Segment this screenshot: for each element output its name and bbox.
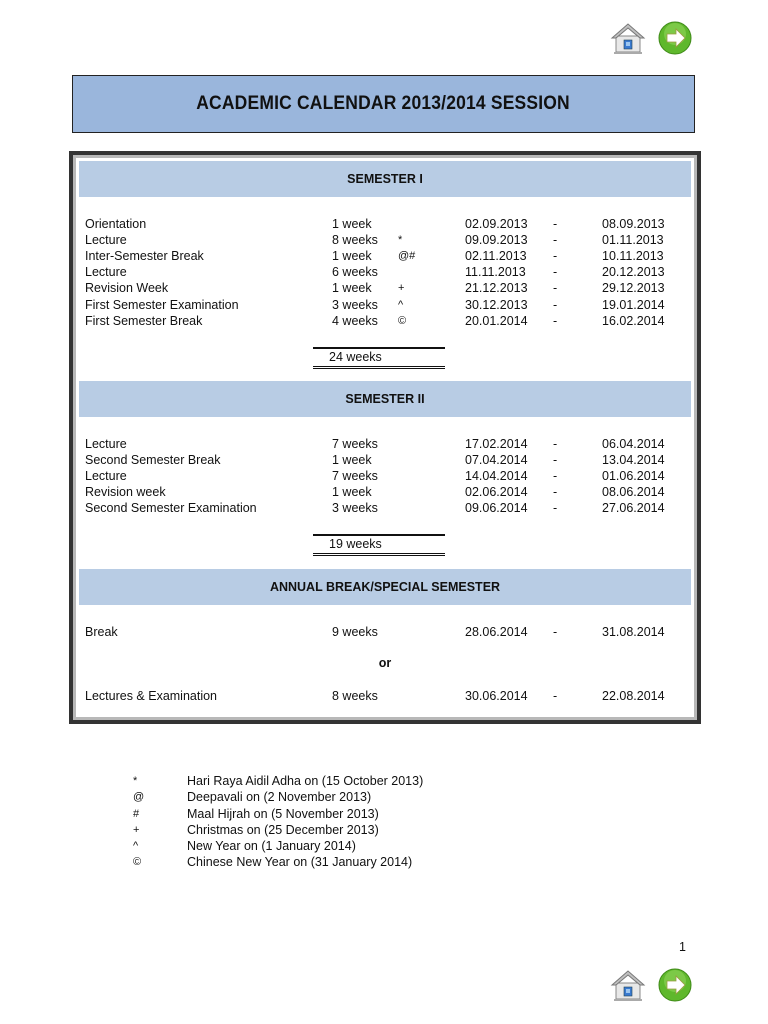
start-date-cell: 21.12.2013 bbox=[465, 281, 528, 296]
date-separator: - bbox=[553, 265, 558, 280]
next-arrow-icon[interactable] bbox=[658, 968, 692, 1002]
next-arrow-icon[interactable] bbox=[658, 21, 692, 55]
start-date-cell: 07.04.2014 bbox=[465, 453, 528, 468]
end-date-cell: 08.09.2013 bbox=[602, 217, 665, 231]
schedule-row bbox=[79, 264, 691, 280]
duration-cell: 3 weeks bbox=[332, 297, 378, 312]
duration-cell: 3 weeks bbox=[332, 501, 378, 516]
date-separator: - bbox=[553, 469, 558, 484]
duration-cell: 7 weeks bbox=[332, 437, 378, 451]
start-date-cell: 30.06.2014 bbox=[465, 689, 528, 703]
date-separator: - bbox=[553, 453, 558, 468]
legend-symbol: # bbox=[133, 807, 140, 820]
duration-cell: 8 weeks bbox=[332, 233, 378, 248]
start-date-cell: 14.04.2014 bbox=[465, 469, 528, 484]
legend-symbol: © bbox=[133, 856, 142, 869]
start-date-cell: 20.01.2014 bbox=[465, 313, 528, 328]
duration-cell: 1 week bbox=[332, 453, 372, 468]
start-date-cell: 02.11.2013 bbox=[465, 249, 527, 264]
legend-symbol: @ bbox=[133, 791, 145, 804]
end-date-cell: 01.11.2013 bbox=[602, 233, 664, 248]
duration-cell: 6 weeks bbox=[332, 265, 378, 280]
top-navigation bbox=[610, 20, 692, 56]
date-separator: - bbox=[553, 625, 558, 639]
schedule-row bbox=[79, 232, 691, 248]
end-date-cell: 22.08.2014 bbox=[602, 689, 665, 703]
start-date-cell: 02.09.2013 bbox=[465, 217, 528, 231]
page-number: 1 bbox=[679, 940, 686, 954]
schedule-row bbox=[79, 624, 691, 640]
legend-text: New Year on (1 January 2014) bbox=[187, 839, 356, 854]
date-separator: - bbox=[553, 437, 558, 451]
semester-2-heading: SEMESTER II bbox=[79, 381, 691, 417]
duration-cell: 4 weeks bbox=[332, 313, 378, 328]
legend-symbol: ^ bbox=[133, 840, 139, 853]
semester-2-total-label: 19 weeks bbox=[329, 537, 382, 551]
end-date-cell: 10.11.2013 bbox=[602, 249, 664, 264]
calendar-body bbox=[79, 161, 691, 714]
activity-cell: Inter-Semester Break bbox=[85, 249, 204, 264]
date-separator: - bbox=[553, 233, 558, 248]
holiday-mark-cell: © bbox=[398, 314, 407, 327]
schedule-row bbox=[79, 216, 691, 232]
end-date-cell: 27.06.2014 bbox=[602, 501, 665, 516]
legend-text: Hari Raya Aidil Adha on (15 October 2013) bbox=[187, 774, 424, 788]
activity-cell: Revision week bbox=[85, 485, 166, 500]
schedule-row bbox=[79, 436, 691, 452]
duration-cell: 1 week bbox=[332, 249, 372, 264]
page-title: ACADEMIC CALENDAR 2013/2014 SESSION bbox=[196, 93, 571, 114]
start-date-cell: 02.06.2014 bbox=[465, 485, 528, 500]
holiday-mark-cell: * bbox=[398, 234, 403, 247]
legend-text: Chinese New Year on (31 January 2014) bbox=[187, 855, 413, 870]
duration-cell: 1 week bbox=[332, 281, 372, 296]
end-date-cell: 16.02.2014 bbox=[602, 313, 665, 328]
start-date-cell: 09.09.2013 bbox=[465, 233, 528, 248]
activity-cell: Break bbox=[85, 625, 118, 639]
schedule-row bbox=[79, 468, 691, 484]
activity-cell: Second Semester Examination bbox=[85, 501, 257, 516]
semester-1-total bbox=[313, 347, 445, 369]
legend-item bbox=[130, 822, 530, 838]
schedule-row bbox=[79, 452, 691, 468]
duration-cell: 8 weeks bbox=[332, 689, 378, 703]
date-separator: - bbox=[553, 297, 558, 312]
annual-break-heading: ANNUAL BREAK/SPECIAL SEMESTER bbox=[79, 569, 691, 605]
end-date-cell: 08.06.2014 bbox=[602, 485, 665, 500]
duration-cell: 9 weeks bbox=[332, 625, 378, 639]
legend-text: Christmas on (25 December 2013) bbox=[187, 822, 379, 837]
start-date-cell: 28.06.2014 bbox=[465, 625, 528, 639]
schedule-row bbox=[79, 484, 691, 500]
activity-cell: Lecture bbox=[85, 437, 127, 451]
home-icon[interactable] bbox=[610, 967, 646, 1003]
activity-cell: First Semester Examination bbox=[85, 297, 239, 312]
calendar-table bbox=[69, 151, 701, 724]
duration-cell: 1 week bbox=[332, 485, 372, 500]
legend-item bbox=[130, 789, 530, 805]
home-icon[interactable] bbox=[610, 20, 646, 56]
bottom-navigation bbox=[610, 967, 692, 1003]
activity-cell: Lecture bbox=[85, 233, 127, 248]
date-separator: - bbox=[553, 281, 558, 296]
legend-text: Deepavali on (2 November 2013) bbox=[187, 790, 372, 805]
date-separator: - bbox=[553, 501, 558, 516]
activity-cell: Lectures & Examination bbox=[85, 689, 218, 703]
legend-item bbox=[130, 838, 530, 854]
schedule-row bbox=[79, 688, 691, 704]
activity-cell: Revision Week bbox=[85, 281, 169, 296]
schedule-row bbox=[79, 280, 691, 296]
end-date-cell: 31.08.2014 bbox=[602, 625, 665, 639]
legend-item bbox=[130, 773, 530, 789]
date-separator: - bbox=[553, 689, 558, 703]
end-date-cell: 20.12.2013 bbox=[602, 265, 665, 280]
end-date-cell: 29.12.2013 bbox=[602, 281, 665, 296]
date-separator: - bbox=[553, 485, 558, 500]
date-separator: - bbox=[553, 249, 558, 264]
duration-cell: 1 week bbox=[332, 217, 372, 231]
holiday-mark-cell: @# bbox=[398, 250, 416, 263]
date-separator: - bbox=[553, 217, 558, 231]
activity-cell: Orientation bbox=[85, 217, 147, 231]
semester-1-total-label: 24 weeks bbox=[329, 350, 382, 364]
legend-item bbox=[130, 806, 530, 822]
end-date-cell: 19.01.2014 bbox=[602, 297, 665, 312]
date-separator: - bbox=[553, 313, 558, 328]
schedule-row bbox=[79, 500, 691, 516]
activity-cell: First Semester Break bbox=[85, 313, 203, 328]
start-date-cell: 17.02.2014 bbox=[465, 437, 528, 451]
title-banner bbox=[72, 75, 695, 133]
legend-symbol: + bbox=[133, 823, 140, 836]
legend-item bbox=[130, 854, 530, 870]
activity-cell: Lecture bbox=[85, 469, 127, 484]
duration-cell: 7 weeks bbox=[332, 469, 378, 484]
or-label: or bbox=[378, 656, 392, 670]
activity-cell: Second Semester Break bbox=[85, 453, 221, 468]
semester-1-heading: SEMESTER I bbox=[79, 161, 691, 197]
start-date-cell: 11.11.2013 bbox=[465, 265, 526, 280]
legend-symbol: * bbox=[133, 775, 138, 787]
end-date-cell: 01.06.2014 bbox=[602, 469, 665, 484]
holiday-mark-cell: + bbox=[398, 282, 405, 295]
activity-cell: Lecture bbox=[85, 265, 127, 280]
start-date-cell: 30.12.2013 bbox=[465, 297, 528, 312]
end-date-cell: 06.04.2014 bbox=[602, 437, 665, 451]
schedule-row bbox=[79, 297, 691, 313]
holiday-mark-cell: ^ bbox=[398, 298, 404, 311]
schedule-row bbox=[79, 313, 691, 329]
schedule-row bbox=[79, 248, 691, 264]
holiday-legend bbox=[130, 773, 530, 871]
start-date-cell: 09.06.2014 bbox=[465, 501, 528, 516]
legend-text: Maal Hijrah on (5 November 2013) bbox=[187, 806, 379, 821]
semester-2-total bbox=[313, 534, 445, 556]
end-date-cell: 13.04.2014 bbox=[602, 453, 665, 468]
